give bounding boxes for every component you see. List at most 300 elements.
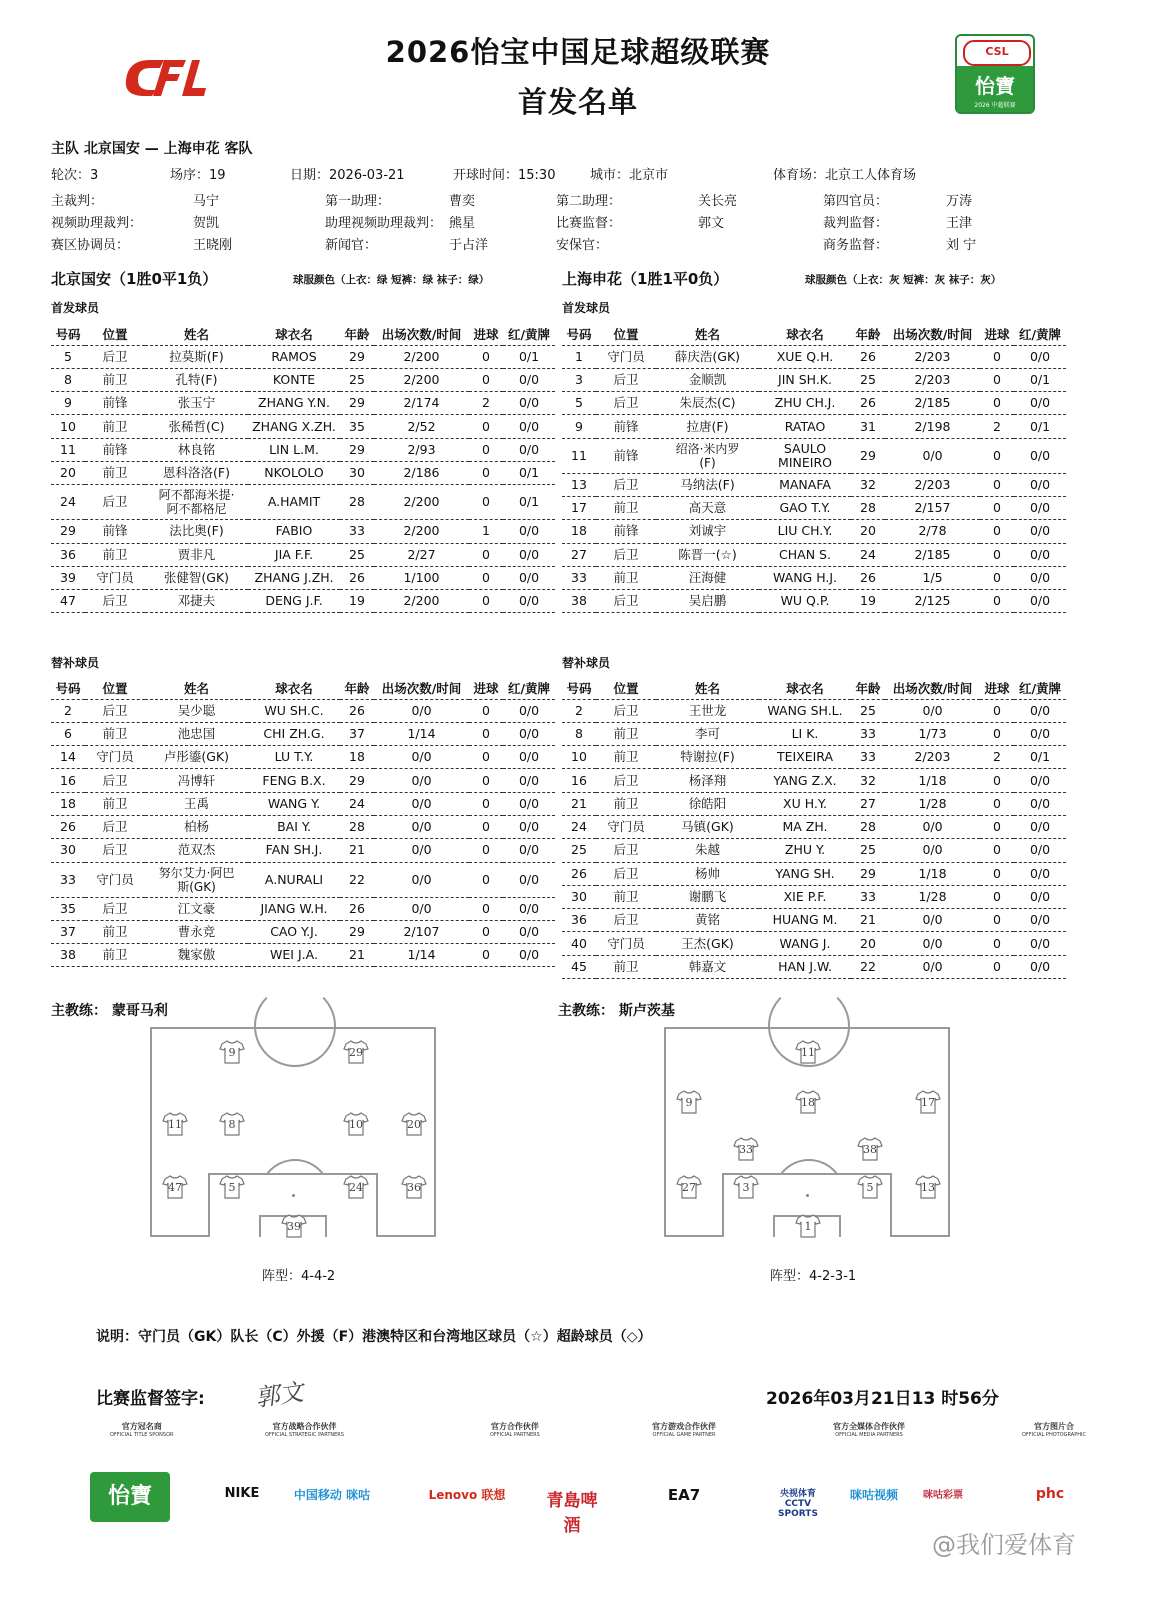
player-cell: 前卫 — [85, 415, 145, 438]
player-row — [51, 543, 555, 566]
away-player-shirt-icon — [733, 1174, 759, 1200]
player-cell: 2/203 — [885, 345, 980, 368]
city: 城市：北京市 — [590, 168, 669, 183]
player-cell: 28 — [340, 815, 374, 838]
official-role: 新闻官： — [325, 238, 378, 253]
official-name: 王津 — [946, 216, 973, 231]
column-header: 姓名 — [145, 325, 248, 345]
away-formation: 阵型：4-2-3-1 — [770, 1269, 857, 1284]
player-row — [562, 496, 1066, 519]
brand-logo: 怡寶 — [90, 1472, 170, 1522]
column-header: 年龄 — [851, 325, 885, 345]
player-cell: 2/185 — [885, 543, 980, 566]
player-cell: 2/203 — [885, 368, 980, 391]
home-formation: 阵型：4-4-2 — [262, 1269, 336, 1284]
player-row — [562, 520, 1066, 543]
player-cell: 林良铭 — [145, 438, 248, 461]
player-cell: 0 — [469, 862, 503, 897]
player-cell: 0 — [980, 438, 1014, 473]
player-cell: 韩嘉文 — [656, 955, 759, 978]
player-row — [51, 368, 555, 391]
player-cell: 32 — [851, 769, 885, 792]
player-cell: 前锋 — [596, 520, 656, 543]
player-cell: 0 — [980, 473, 1014, 496]
player-cell: 24 — [851, 543, 885, 566]
player-cell: 徐皓阳 — [656, 792, 759, 815]
official-role: 第二助理： — [556, 194, 622, 209]
column-header: 号码 — [562, 325, 596, 345]
player-cell: 0 — [469, 746, 503, 769]
home-coach: 主教练： 蒙哥马利 — [51, 1003, 168, 1019]
player-cell: 后卫 — [596, 368, 656, 391]
home-player-shirt-icon — [343, 1039, 369, 1065]
shirt-number: 5 — [228, 1181, 236, 1194]
official-name: 马宁 — [193, 194, 220, 209]
player-cell: 2/174 — [374, 392, 469, 415]
player-cell: 法比奥(F) — [145, 520, 248, 543]
player-cell: 30 — [51, 839, 85, 862]
shirt-number: 11 — [168, 1118, 182, 1131]
match-date: 日期：2026-03-21 — [290, 168, 405, 183]
player-cell: FENG B.X. — [248, 769, 340, 792]
player-cell: 0/0 — [1014, 722, 1066, 745]
player-cell: 10 — [51, 415, 85, 438]
csl-logo: CSL 怡寶 2026 中超联赛 — [955, 34, 1035, 114]
player-cell: 0/0 — [503, 543, 555, 566]
player-row — [51, 746, 555, 769]
player-row — [562, 862, 1066, 885]
player-cell: 后卫 — [85, 485, 145, 520]
home-kit: 球服颜色（上衣：绿 短裤：绿 袜子：绿） — [293, 274, 490, 286]
column-header: 姓名 — [656, 679, 759, 699]
player-cell: 36 — [562, 909, 596, 932]
player-cell: 前卫 — [85, 543, 145, 566]
official-role: 第四官员： — [823, 194, 889, 209]
supervisor-signature: 郭文 — [253, 1377, 306, 1413]
player-cell: HUANG M. — [759, 909, 851, 932]
sponsor-tier-label — [833, 1421, 905, 1438]
player-cell: 恩科洛洛(F) — [145, 461, 248, 484]
player-cell: 绍洛·米内罗(F) — [656, 438, 759, 473]
player-cell: 魏家傲 — [145, 944, 248, 967]
player-cell: 21 — [340, 944, 374, 967]
player-cell: 0/0 — [374, 839, 469, 862]
player-cell: 16 — [562, 769, 596, 792]
player-cell: 前锋 — [596, 438, 656, 473]
player-cell: 38 — [562, 590, 596, 613]
player-row — [562, 909, 1066, 932]
player-row — [51, 566, 555, 589]
player-cell: 杨帅 — [656, 862, 759, 885]
player-cell: 0 — [469, 543, 503, 566]
player-cell: 冯博轩 — [145, 769, 248, 792]
player-cell: 后卫 — [85, 769, 145, 792]
player-cell: 29 — [340, 920, 374, 943]
player-cell: 后卫 — [596, 473, 656, 496]
column-header: 位置 — [596, 325, 656, 345]
player-cell: 0/0 — [503, 722, 555, 745]
player-cell: 24 — [51, 485, 85, 520]
player-cell: CAO Y.J. — [248, 920, 340, 943]
player-cell: 1/28 — [885, 885, 980, 908]
official-name: 贺凯 — [193, 216, 220, 231]
player-cell: 前锋 — [85, 392, 145, 415]
player-cell: 李可 — [656, 722, 759, 745]
brand-logo: NIKE — [224, 1486, 260, 1501]
player-cell: XIE P.F. — [759, 885, 851, 908]
player-cell: 0/0 — [374, 862, 469, 897]
player-cell: 1/28 — [885, 792, 980, 815]
away-player-shirt-icon — [915, 1174, 941, 1200]
official-name: 熊星 — [449, 216, 476, 231]
player-cell: 2/78 — [885, 520, 980, 543]
player-cell: 0 — [980, 839, 1014, 862]
player-cell: 29 — [51, 520, 85, 543]
player-cell: 26 — [51, 815, 85, 838]
player-cell: LI K. — [759, 722, 851, 745]
player-cell: 前卫 — [596, 792, 656, 815]
player-cell: 21 — [562, 792, 596, 815]
player-cell: 0/0 — [1014, 862, 1066, 885]
column-header: 球衣名 — [248, 679, 340, 699]
signature-label: 比赛监督签字: — [96, 1389, 205, 1409]
player-cell: 前卫 — [85, 920, 145, 943]
player-cell: TEIXEIRA — [759, 746, 851, 769]
column-header: 号码 — [562, 679, 596, 699]
player-cell: 0 — [469, 897, 503, 920]
player-row — [562, 345, 1066, 368]
player-cell: 33 — [851, 722, 885, 745]
player-cell: 前卫 — [85, 722, 145, 745]
player-cell: ZHANG Y.N. — [248, 392, 340, 415]
player-cell: 9 — [562, 415, 596, 438]
player-cell: DENG J.F. — [248, 590, 340, 613]
player-cell: 吴启鹏 — [656, 590, 759, 613]
brand-logo: 央视体育 CCTV SPORTS — [778, 1489, 818, 1519]
player-row — [562, 415, 1066, 438]
home-player-shirt-icon — [343, 1111, 369, 1137]
player-cell: 0 — [980, 590, 1014, 613]
player-cell: 后卫 — [596, 769, 656, 792]
player-cell: 汪海健 — [656, 566, 759, 589]
player-cell: BAI Y. — [248, 815, 340, 838]
player-cell: 26 — [340, 699, 374, 722]
player-cell: 26 — [851, 345, 885, 368]
player-cell: 33 — [340, 520, 374, 543]
player-cell: 守门员 — [596, 815, 656, 838]
table-header-row — [51, 325, 555, 345]
player-cell: 0/0 — [503, 415, 555, 438]
player-cell: 0/0 — [1014, 543, 1066, 566]
player-cell: 8 — [562, 722, 596, 745]
sponsor-tier-label — [652, 1421, 716, 1438]
brand-logo: 咪咕视频 — [849, 1488, 898, 1502]
player-cell: 2 — [51, 699, 85, 722]
player-cell: GAO T.Y. — [759, 496, 851, 519]
player-cell: 后卫 — [596, 590, 656, 613]
player-cell: JIANG W.H. — [248, 897, 340, 920]
player-cell: 0/0 — [885, 909, 980, 932]
player-cell: 27 — [562, 543, 596, 566]
player-cell: 2/200 — [374, 520, 469, 543]
player-cell: 35 — [340, 415, 374, 438]
away-player-shirt-icon — [676, 1174, 702, 1200]
player-cell: SAULO MINEIRO — [759, 438, 851, 473]
sponsor-tier-cn: 官方游戏合作伙伴 — [652, 1422, 716, 1431]
player-cell: 守门员 — [596, 932, 656, 955]
player-cell: 5 — [51, 345, 85, 368]
player-cell: ZHANG X.ZH. — [248, 415, 340, 438]
away-player-shirt-icon — [676, 1089, 702, 1115]
player-cell: 0 — [980, 885, 1014, 908]
player-cell: 前卫 — [596, 746, 656, 769]
player-cell: 25 — [851, 839, 885, 862]
player-cell: 20 — [51, 461, 85, 484]
shirt-number: 13 — [921, 1181, 935, 1194]
player-row — [51, 920, 555, 943]
player-cell: 后卫 — [85, 897, 145, 920]
player-cell: 2/200 — [374, 485, 469, 520]
player-cell: 17 — [562, 496, 596, 519]
player-cell: 后卫 — [596, 543, 656, 566]
player-row — [51, 345, 555, 368]
sponsor-tier-label — [265, 1421, 344, 1438]
player-cell: 1 — [562, 345, 596, 368]
player-cell: 前锋 — [85, 438, 145, 461]
player-cell: 0 — [980, 566, 1014, 589]
player-cell: 前卫 — [596, 955, 656, 978]
player-cell: 拉莫斯(F) — [145, 345, 248, 368]
player-cell: 2/157 — [885, 496, 980, 519]
column-header: 进球 — [469, 325, 503, 345]
teams-line: 主队 北京国安 — 上海申花 客队 — [51, 141, 253, 157]
player-cell: 后卫 — [596, 839, 656, 862]
player-cell: 前卫 — [85, 792, 145, 815]
player-cell: 21 — [340, 839, 374, 862]
sponsor-tier-label — [1022, 1421, 1086, 1438]
player-cell: 0/0 — [1014, 909, 1066, 932]
shirt-number: 36 — [407, 1181, 421, 1194]
player-cell: 2/200 — [374, 368, 469, 391]
round: 轮次：3 — [51, 168, 99, 183]
player-cell: 0/0 — [374, 815, 469, 838]
official-role: 安保官： — [556, 238, 609, 253]
player-cell: YANG SH. — [759, 862, 851, 885]
player-cell: 朱越 — [656, 839, 759, 862]
player-cell: 26 — [340, 897, 374, 920]
player-cell: 0/1 — [503, 485, 555, 520]
player-cell: 0 — [469, 590, 503, 613]
player-cell: 阿不都海米提·阿不都格尼 — [145, 485, 248, 520]
player-cell: 守门员 — [85, 566, 145, 589]
brand-logo: 青島啤酒 — [546, 1491, 598, 1536]
player-cell: 池忠国 — [145, 722, 248, 745]
shirt-number: 8 — [228, 1118, 236, 1131]
home-player-shirt-icon — [343, 1174, 369, 1200]
player-row — [51, 590, 555, 613]
player-cell: 28 — [340, 485, 374, 520]
player-cell: 0 — [469, 438, 503, 461]
player-cell: 1/14 — [374, 722, 469, 745]
player-row — [51, 461, 555, 484]
player-cell: 金顺凯 — [656, 368, 759, 391]
player-cell: 11 — [51, 438, 85, 461]
column-header: 进球 — [469, 679, 503, 699]
player-cell: 0/0 — [1014, 520, 1066, 543]
player-cell: JIA F.F. — [248, 543, 340, 566]
shirt-number: 3 — [742, 1181, 750, 1194]
player-cell: 33 — [851, 746, 885, 769]
player-cell: 31 — [851, 415, 885, 438]
player-cell: 29 — [340, 392, 374, 415]
player-row — [562, 473, 1066, 496]
player-cell: 24 — [562, 815, 596, 838]
player-cell: 王禹 — [145, 792, 248, 815]
player-cell: 刘诚宇 — [656, 520, 759, 543]
player-row — [51, 699, 555, 722]
player-row — [51, 485, 555, 520]
player-cell: 2/186 — [374, 461, 469, 484]
player-row — [562, 815, 1066, 838]
player-cell: 13 — [562, 473, 596, 496]
player-cell: 特谢拉(F) — [656, 746, 759, 769]
player-cell: 0/0 — [1014, 932, 1066, 955]
player-cell: 杨泽翔 — [656, 769, 759, 792]
player-cell: 0 — [980, 699, 1014, 722]
official-name: 关长亮 — [698, 194, 738, 209]
official-name: 王晓刚 — [193, 238, 233, 253]
player-cell: 后卫 — [85, 815, 145, 838]
column-header: 出场次数/时间 — [885, 325, 980, 345]
shirt-number: 29 — [349, 1046, 363, 1059]
player-row — [51, 944, 555, 967]
player-cell: 后卫 — [596, 862, 656, 885]
away-subs-label: 替补球员 — [562, 656, 611, 670]
sponsor-tier-cn: 官方战略合作伙伴 — [272, 1422, 337, 1431]
player-cell: 20 — [851, 932, 885, 955]
official-role: 第一助理： — [325, 194, 391, 209]
away-player-shirt-icon — [795, 1039, 821, 1065]
player-cell: 前卫 — [85, 461, 145, 484]
home-player-shirt-icon — [219, 1111, 245, 1137]
column-header: 红/黄牌 — [1014, 679, 1066, 699]
player-cell: 0 — [980, 496, 1014, 519]
page-title: 2026怡宝中国足球超级联赛 — [385, 35, 771, 69]
sponsor-tier-en: OFFICIAL STRATEGIC PARTNERS — [265, 1432, 344, 1438]
away-player-shirt-icon — [857, 1136, 883, 1162]
player-cell: 0 — [980, 368, 1014, 391]
player-row — [51, 392, 555, 415]
player-cell: YANG Z.X. — [759, 769, 851, 792]
player-cell: 25 — [340, 368, 374, 391]
player-row — [562, 590, 1066, 613]
player-cell: 0/0 — [503, 897, 555, 920]
player-cell: FABIO — [248, 520, 340, 543]
player-cell: NKOLOLO — [248, 461, 340, 484]
player-cell: 25 — [851, 699, 885, 722]
player-cell: 0/0 — [1014, 392, 1066, 415]
column-header: 号码 — [51, 679, 85, 699]
player-cell: 0 — [469, 566, 503, 589]
player-row — [562, 792, 1066, 815]
player-cell: 0 — [469, 920, 503, 943]
player-cell: 0 — [469, 792, 503, 815]
player-row — [562, 769, 1066, 792]
shirt-number: 33 — [739, 1143, 753, 1156]
player-cell: 0/0 — [374, 699, 469, 722]
player-cell: 后卫 — [85, 839, 145, 862]
player-cell: 0/0 — [1014, 566, 1066, 589]
player-row — [562, 839, 1066, 862]
player-row — [51, 792, 555, 815]
home-player-shirt-icon — [162, 1111, 188, 1137]
shirt-number: 18 — [801, 1096, 815, 1109]
player-cell: 26 — [851, 566, 885, 589]
player-cell: 2/27 — [374, 543, 469, 566]
player-cell: 26 — [340, 566, 374, 589]
player-cell: 5 — [562, 392, 596, 415]
player-cell: KONTE — [248, 368, 340, 391]
player-cell: 2/200 — [374, 345, 469, 368]
player-cell: 前卫 — [85, 944, 145, 967]
player-cell: 0/0 — [374, 769, 469, 792]
table-header-row — [51, 679, 555, 699]
player-row — [51, 815, 555, 838]
player-cell: 0/1 — [1014, 746, 1066, 769]
player-cell: 0 — [980, 932, 1014, 955]
player-cell: 25 — [562, 839, 596, 862]
player-cell: 10 — [562, 746, 596, 769]
player-cell: 1/18 — [885, 862, 980, 885]
player-cell: 黄铭 — [656, 909, 759, 932]
player-cell: 16 — [51, 769, 85, 792]
match-no: 场序：19 — [170, 168, 226, 183]
player-cell: 0/0 — [885, 932, 980, 955]
shirt-number: 10 — [349, 1118, 363, 1131]
home-formation-pitch — [150, 1027, 436, 1237]
player-cell: 0/0 — [1014, 839, 1066, 862]
away-coach: 主教练： 斯卢茨基 — [558, 1003, 675, 1019]
player-cell: RATAO — [759, 415, 851, 438]
player-cell: 0/0 — [1014, 590, 1066, 613]
player-cell: 2/185 — [885, 392, 980, 415]
column-header: 球衣名 — [248, 325, 340, 345]
player-cell: 0 — [469, 769, 503, 792]
player-cell: 吴少聪 — [145, 699, 248, 722]
player-cell: CHAN S. — [759, 543, 851, 566]
home-starters-table — [51, 325, 555, 613]
column-header: 姓名 — [145, 679, 248, 699]
player-cell: 0 — [980, 769, 1014, 792]
player-cell: 2/93 — [374, 438, 469, 461]
player-cell: 19 — [340, 590, 374, 613]
sponsor-tier-cn: 官方全媒体合作伙伴 — [833, 1422, 905, 1431]
home-player-shirt-icon — [281, 1213, 307, 1239]
player-cell: 33 — [51, 862, 85, 897]
sponsor-tier-cn: 官方合作伙伴 — [490, 1422, 539, 1431]
player-cell: 0/0 — [374, 897, 469, 920]
player-cell: A.HAMIT — [248, 485, 340, 520]
player-cell: LU T.Y. — [248, 746, 340, 769]
column-header: 出场次数/时间 — [374, 679, 469, 699]
player-cell: 25 — [340, 543, 374, 566]
shirt-number: 38 — [863, 1143, 877, 1156]
player-cell: 27 — [851, 792, 885, 815]
player-cell: 0 — [980, 909, 1014, 932]
player-cell: 0 — [980, 345, 1014, 368]
player-cell: 26 — [562, 862, 596, 885]
player-row — [562, 955, 1066, 978]
